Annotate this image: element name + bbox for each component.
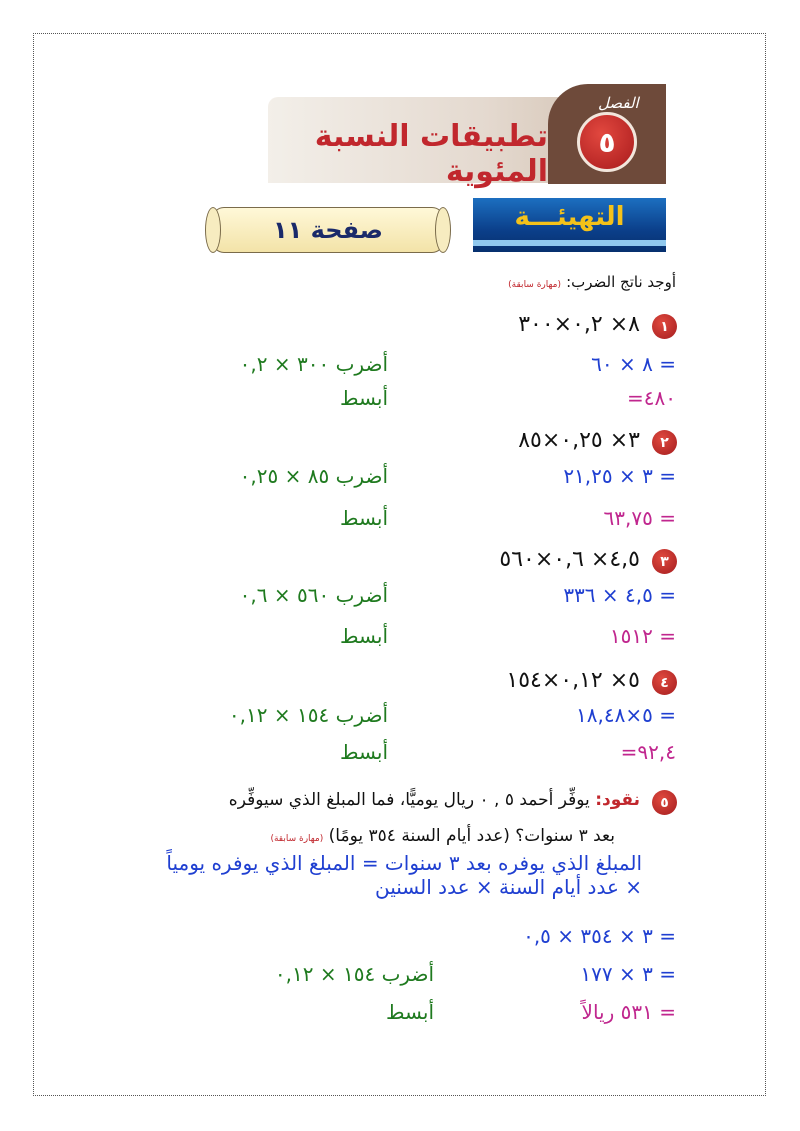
problem-1-result: ٤٨٠= — [627, 386, 676, 410]
word-problem-result: = ٥٣١ ريالاً — [581, 1000, 676, 1024]
warmup-banner — [473, 198, 666, 252]
problem-4-expression: ٥× ٠,١٢×١٥٤ — [506, 668, 640, 693]
scroll-curl-right — [435, 207, 451, 253]
problem-4-number: ٤ — [652, 670, 677, 695]
problem-3-expression: ٤,٥× ٠,٦×٥٦٠ — [499, 547, 640, 572]
word-problem-result-note: أبسط — [386, 1000, 434, 1024]
page-reference-scroll — [212, 207, 444, 253]
word-problem-step-1: = ٣ × ٣٥٤ × ٠,٥ — [523, 924, 676, 948]
instruction — [508, 272, 676, 291]
word-problem-step-2: = ٣ × ١٧٧ — [580, 962, 676, 986]
problem-4-result: ٩٢,٤= — [620, 740, 676, 764]
problem-2-result: = ٦٣,٧٥ — [603, 506, 676, 530]
instruction-skill-tag: (مهارة سابقة) — [508, 280, 561, 290]
problem-1-expression: ٨× ٠,٢×٣٠٠ — [518, 312, 640, 337]
problem-2-step-note: أضرب ٨٥ × ٠,٢٥ — [239, 464, 388, 488]
word-problem-skill-tag: (مهارة سابقة) — [270, 834, 324, 844]
warmup-stripe — [473, 240, 666, 246]
word-problem-step-2-note: أضرب ١٥٤ × ٠,١٢ — [274, 962, 434, 986]
problem-3-result-note: أبسط — [340, 624, 388, 648]
chapter-number-badge: ٥ — [577, 112, 637, 172]
word-problem-label: نقود: — [595, 790, 640, 810]
word-problem-line-2 — [270, 826, 615, 846]
problem-3-step: = ٤,٥ × ٣٣٦ — [563, 583, 676, 607]
problem-4-step-note: أضرب ١٥٤ × ٠,١٢ — [228, 703, 388, 727]
instruction-text: أوجد ناتج الضرب: — [566, 273, 676, 291]
problem-2-number: ٢ — [652, 430, 677, 455]
word-problem-text-1: يوفِّر أحمد ٥ , ٠ ريال يوميًّا، فما المبلغ الذي سيوفِّره — [228, 790, 590, 810]
problem-2-result-note: أبسط — [340, 506, 388, 530]
problem-4-result-note: أبسط — [340, 740, 388, 764]
problem-3-step-note: أضرب ٥٦٠ × ٠,٦ — [239, 583, 388, 607]
word-problem-explanation: المبلغ الذي يوفره بعد ٣ سنوات = المبلغ الذي يوفره يومياً × عدد أيام السنة × عدد السنين — [166, 851, 642, 899]
chapter-label: الفصل — [598, 94, 639, 112]
word-problem-number: ٥ — [652, 790, 677, 815]
page-reference: صفحة ١١ — [273, 216, 383, 244]
scroll-curl-left — [205, 207, 221, 253]
problem-4-step: = ٥×١٨,٤٨ — [576, 703, 676, 727]
problem-1-result-note: أبسط — [340, 386, 388, 410]
word-problem-text-2: بعد ٣ سنوات؟ (عدد أيام السنة ٣٥٤ يومًا) — [328, 826, 615, 846]
problem-3-number: ٣ — [652, 549, 677, 574]
problem-3-result: = ١٥١٢ — [609, 624, 676, 648]
problem-2-step: = ٣ × ٢١,٢٥ — [563, 464, 676, 488]
word-problem-line-1 — [229, 790, 640, 810]
problem-1-step-note: أضرب ٣٠٠ × ٠,٢ — [239, 352, 388, 376]
problem-1-number: ١ — [652, 314, 677, 339]
problem-2-expression: ٣× ٠,٢٥×٨٥ — [518, 428, 640, 453]
problem-1-step: = ٨ × ٦٠ — [591, 352, 676, 376]
chapter-title: تطبيقات النسبة المئوية — [314, 119, 548, 189]
warmup-title: التهيئـــة — [514, 202, 625, 232]
